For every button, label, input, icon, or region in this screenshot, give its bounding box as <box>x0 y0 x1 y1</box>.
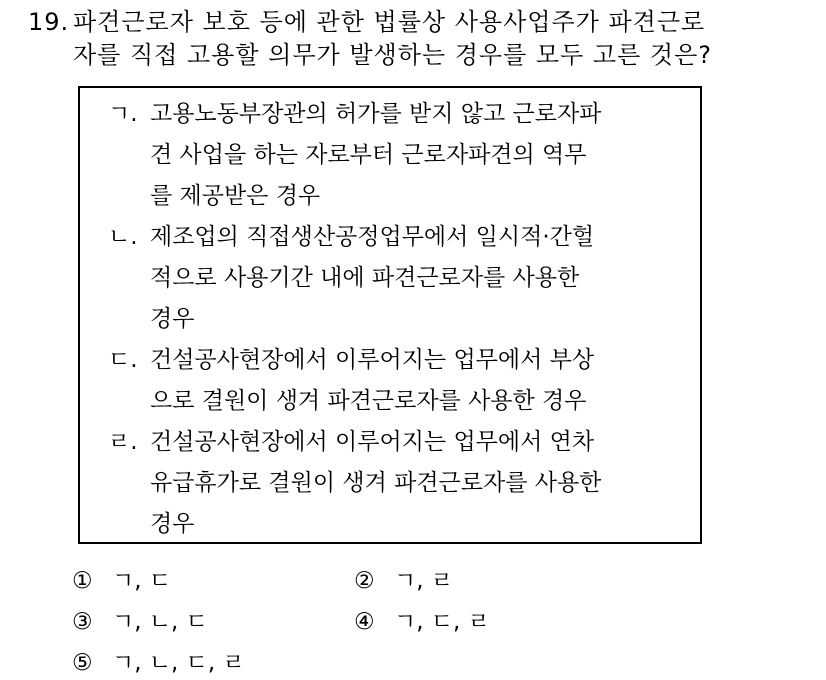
item-mark: ㄴ. <box>108 224 138 250</box>
choice-1[interactable] <box>72 566 171 596</box>
question-text-1: 파견근로자 보호 등에 관한 법률상 사용사업주가 파견근로 <box>73 8 706 36</box>
item-line: 고용노동부장관의 허가를 받지 않고 근로자파 <box>150 101 602 127</box>
item-line: 건설공사현장에서 이루어지는 업무에서 연차 <box>150 429 595 455</box>
choice-3[interactable] <box>72 607 208 637</box>
choice-text: ㄱ, ㄹ <box>394 568 454 594</box>
item-digeut <box>108 340 594 422</box>
item-line: 경우 <box>150 511 195 537</box>
choice-4[interactable] <box>354 607 490 637</box>
choice-number: ⑤ <box>72 650 93 676</box>
item-line: 견 사업을 하는 자로부터 근로자파견의 역무 <box>150 142 587 168</box>
item-line: 건설공사현장에서 이루어지는 업무에서 부상 <box>150 347 595 373</box>
choice-text: ㄱ, ㄷ <box>112 568 172 594</box>
item-line: 를 제공받은 경우 <box>150 183 321 209</box>
question-text-2: 자를 직접 고용할 의무가 발생하는 경우를 모두 고른 것은? <box>73 41 712 69</box>
item-line: 제조업의 직접생산공정업무에서 일시적·간헐 <box>150 224 595 250</box>
item-nieun <box>108 217 594 340</box>
choice-number: ② <box>354 568 375 594</box>
choice-text: ㄱ, ㄴ, ㄷ <box>112 609 208 635</box>
item-giyeok <box>108 94 601 217</box>
choice-2[interactable] <box>354 566 453 596</box>
item-rieul <box>108 422 601 545</box>
choice-text: ㄱ, ㄷ, ㄹ <box>394 609 490 635</box>
question-stem <box>28 6 808 72</box>
question-line-2 <box>28 39 808 72</box>
item-mark: ㄷ. <box>108 347 138 373</box>
item-mark: ㄱ. <box>108 101 138 127</box>
choice-text: ㄱ, ㄴ, ㄷ, ㄹ <box>112 650 245 676</box>
item-mark: ㄹ. <box>108 429 138 455</box>
item-line: 유급휴가로 결원이 생겨 파견근로자를 사용한 <box>150 470 602 496</box>
choice-number: ③ <box>72 609 93 635</box>
choice-number: ④ <box>354 609 375 635</box>
item-line: 으로 결원이 생겨 파견근로자를 사용한 경우 <box>150 388 587 414</box>
choice-number: ① <box>72 568 93 594</box>
question-line-1 <box>28 6 808 39</box>
item-line: 경우 <box>150 306 195 332</box>
question-number: 19. <box>28 8 70 36</box>
items-box <box>78 86 702 544</box>
choice-5[interactable] <box>72 648 245 678</box>
item-line: 적으로 사용기간 내에 파견근로자를 사용한 <box>150 265 580 291</box>
